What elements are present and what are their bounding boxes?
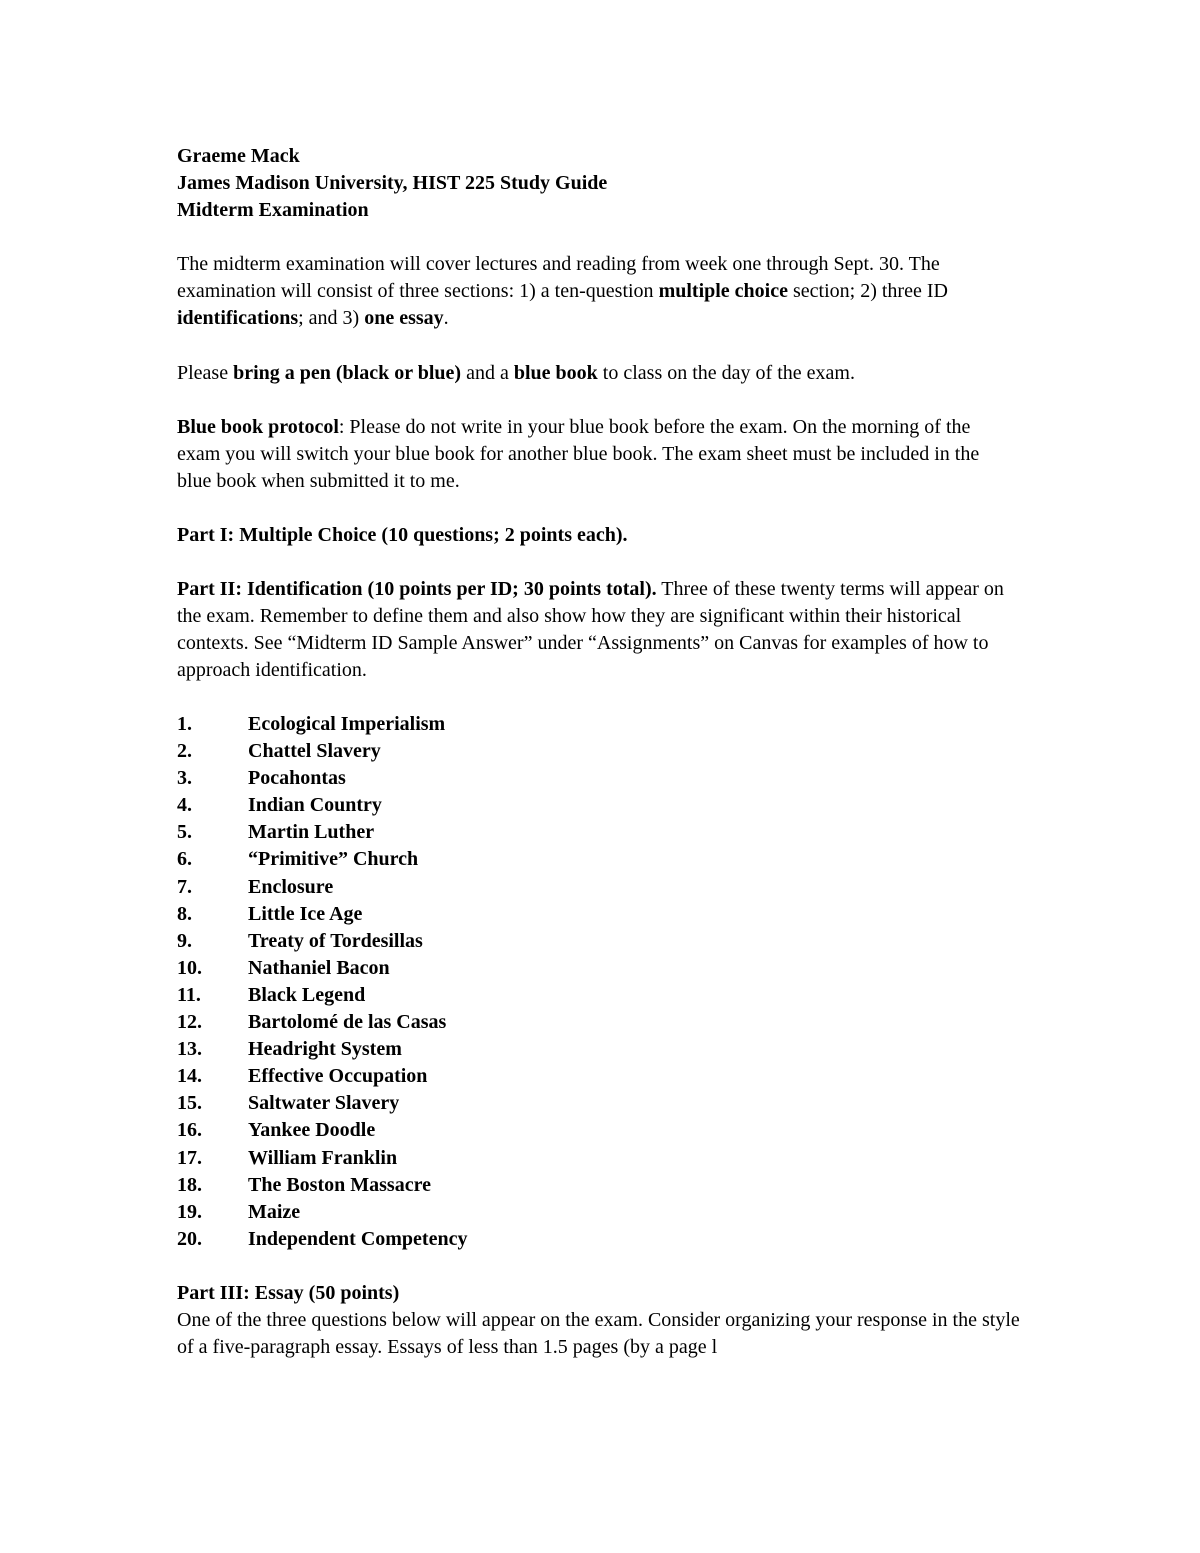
list-item-number: 19. bbox=[177, 1200, 202, 1223]
list-item-number: 3. bbox=[177, 767, 192, 790]
list-item-number: 10. bbox=[177, 956, 202, 979]
list-item bbox=[177, 711, 877, 738]
list-item bbox=[177, 1036, 877, 1063]
list-item-term: Treaty of Tordesillas bbox=[248, 929, 423, 952]
list-item-number: 4. bbox=[177, 794, 192, 817]
list-item-term: Chattel Slavery bbox=[248, 740, 381, 763]
list-item-number: 7. bbox=[177, 875, 192, 898]
list-item-number: 20. bbox=[177, 1227, 202, 1250]
list-item bbox=[177, 765, 877, 792]
list-item-term: Maize bbox=[248, 1200, 301, 1223]
list-item bbox=[177, 1009, 877, 1036]
list-item-term: Independent Competency bbox=[248, 1227, 468, 1250]
bring-blue-book: blue book bbox=[513, 362, 598, 384]
list-item-number: 5. bbox=[177, 821, 192, 844]
list-item-term: The Boston Massacre bbox=[248, 1173, 431, 1196]
list-item bbox=[177, 955, 877, 982]
list-item bbox=[177, 1199, 877, 1226]
list-item-number: 9. bbox=[177, 929, 192, 952]
list-item-term: Saltwater Slavery bbox=[248, 1092, 400, 1115]
part2-text: Three of these twenty terms will appear on the exam. Remember to define them and also show how they are significant within their historical contexts. See “Midterm ID Sample Answer” under “Assignments” on Canvas for examples of how to approach identification. bbox=[177, 578, 1004, 681]
part2-heading: Part II: Identification (10 points per ID; 30 points total). bbox=[177, 578, 657, 600]
list-item-term: Effective Occupation bbox=[248, 1065, 428, 1088]
list-item-term: Headright System bbox=[248, 1038, 402, 1061]
list-item bbox=[177, 1090, 877, 1117]
list-item-number: 2. bbox=[177, 740, 192, 763]
list-item bbox=[177, 1172, 877, 1199]
intro-multiple-choice: multiple choice bbox=[658, 280, 788, 302]
bring-text-1: Please bbox=[177, 362, 234, 384]
protocol-label: Blue book protocol bbox=[177, 416, 339, 438]
list-item bbox=[177, 1226, 877, 1253]
list-item-number: 15. bbox=[177, 1092, 202, 1115]
list-item-number: 8. bbox=[177, 902, 192, 925]
list-item bbox=[177, 819, 877, 846]
list-item bbox=[177, 792, 877, 819]
list-item-term: Little Ice Age bbox=[248, 902, 363, 925]
bring-paragraph bbox=[177, 360, 1037, 387]
intro-text-2: section; 2) three ID bbox=[788, 280, 948, 302]
part3-heading: Part III: Essay (50 points) bbox=[177, 1282, 400, 1304]
list-item-number: 14. bbox=[177, 1065, 202, 1088]
list-item-term: Bartolomé de las Casas bbox=[248, 1011, 447, 1034]
list-item bbox=[177, 846, 877, 873]
list-item bbox=[177, 901, 877, 928]
list-item bbox=[177, 982, 877, 1009]
list-item-number: 13. bbox=[177, 1038, 202, 1061]
list-item-term: Martin Luther bbox=[248, 821, 375, 844]
document-header bbox=[177, 143, 1037, 224]
intro-one-essay: one essay bbox=[364, 307, 444, 329]
list-item-number: 17. bbox=[177, 1146, 202, 1169]
exam-title: Midterm Examination bbox=[177, 199, 369, 221]
intro-text-1: The midterm examination will cover lectures and reading from week one through Sept. 30. The examination will consist of three sections: 1) a ten-question bbox=[177, 253, 940, 302]
list-item-term: Black Legend bbox=[248, 983, 366, 1006]
list-item bbox=[177, 738, 877, 765]
part2-paragraph bbox=[177, 576, 1027, 684]
bring-text-3: to class on the day of the exam. bbox=[597, 362, 855, 384]
list-item-number: 12. bbox=[177, 1011, 202, 1034]
list-item-number: 6. bbox=[177, 848, 192, 871]
list-item-term: William Franklin bbox=[248, 1146, 398, 1169]
list-item-term: Enclosure bbox=[248, 875, 334, 898]
part3-paragraph: One of the three questions below will appear on the exam. Consider organizing your response in the style of a five-paragraph essay. Essays of less than 1.5 pages (by a page l bbox=[177, 1309, 1020, 1358]
list-item-number: 1. bbox=[177, 713, 192, 735]
list-item bbox=[177, 1145, 877, 1172]
id-terms-list bbox=[177, 711, 877, 1253]
intro-identifications: identifications bbox=[177, 307, 299, 329]
protocol-paragraph bbox=[177, 414, 1007, 495]
intro-text-3: ; and 3) bbox=[298, 307, 365, 329]
protocol-text: : Please do not write in your blue book before the exam. On the morning of the exam you will switch your blue book for another blue book. The exam sheet must be included in the blue book when submitted it to me. bbox=[177, 416, 980, 492]
part1-heading: Part I: Multiple Choice (10 questions; 2 points each). bbox=[177, 524, 628, 546]
list-item-term: “Primitive” Church bbox=[248, 848, 419, 871]
list-item-number: 16. bbox=[177, 1119, 202, 1142]
list-item-term: Nathaniel Bacon bbox=[248, 956, 390, 979]
list-item bbox=[177, 1063, 877, 1090]
list-item bbox=[177, 874, 877, 901]
bring-pen: bring a pen (black or blue) bbox=[233, 362, 462, 384]
list-item-term: Yankee Doodle bbox=[248, 1119, 376, 1142]
list-item bbox=[177, 928, 877, 955]
list-item-term: Indian Country bbox=[248, 794, 382, 817]
bring-text-2: and a bbox=[461, 362, 514, 384]
author-name: Graeme Mack bbox=[177, 145, 300, 167]
list-item-number: 11. bbox=[177, 983, 201, 1006]
course-title: James Madison University, HIST 225 Study Guide bbox=[177, 172, 608, 194]
list-item-number: 18. bbox=[177, 1173, 202, 1196]
list-item-term: Ecological Imperialism bbox=[248, 713, 446, 735]
intro-paragraph bbox=[177, 251, 1037, 332]
intro-text-4: . bbox=[443, 307, 449, 329]
list-item bbox=[177, 1117, 877, 1144]
list-item-term: Pocahontas bbox=[248, 767, 346, 790]
